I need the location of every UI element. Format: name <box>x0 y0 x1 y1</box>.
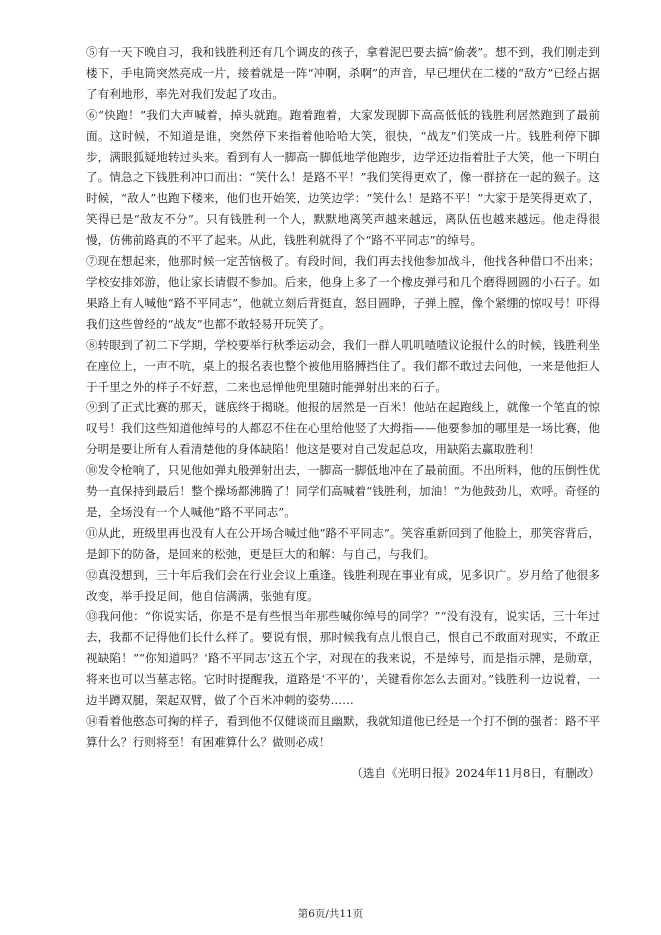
paragraph-9: ⑨到了正式比赛的那天，谜底终于揭晓。他报的居然是一百米！他站在起跑线上，就像一个笔直的惊叹号！我们这些知道他绰号的人都忍不住在心里给他竖了大拇指——他要参加的哪里是一场比赛，他分明是要让所有人看清楚他的身体缺陷！他这是要对自己发起总攻，用缺陷去赢取胜利！ <box>86 400 600 457</box>
paragraph-8: ⑧转眼到了初二下学期，学校要举行秋季运动会，我们一群人叽叽喳喳议论报什么的时候，钱胜利坐在座位上，一声不吭，桌上的报名表也整个被他用胳膊挡住了。我们都不敢过去问他，一来是他拒人于千里之外的样子不好惹，二来也忌惮他兜里随时能弹射出来的石子。 <box>86 337 600 394</box>
paragraph-12: ⑫真没想到，三十年后我们会在行业会议上重逢。钱胜利现在事业有成，见多识广。岁月给了他很多改变，举手投足间，他自信满满，张弛有度。 <box>86 567 600 603</box>
paragraph-6: ⑥“快跑！”我们大声喊着，掉头就跑。跑着跑着，大家发现脚下高高低低的钱胜利居然跑到了最前面。这时候，不知道是谁，突然停下来指着他哈哈大笑，很快，“战友”们笑成一片。钱胜利停下脚步，满眼狐疑地转过头来。看到有人一脚高一脚低地学他跑步，边学还边指着肚子大笑，他一下明白了。情急之下钱胜利冲口而出：“笑什么！是路不平！”我们笑得更欢了，像一群挤在一起的猴子。这时候，“敌人”也跑下楼来，他们也开始笑，边笑边学：“笑什么！是路不平！”大家于是笑得更欢了，笑得已是“敌友不分”。只有钱胜利一个人，默默地离笑声越来越远，离队伍也越来越远。他走得很慢，仿佛前路真的不平了起来。从此，钱胜利就得了个“路不平同志”的绰号。 <box>86 107 600 248</box>
paragraph-7: ⑦现在想起来，他那时候一定苦恼极了。有段时间，我们再去找他参加战斗，他找各种借口不出来；学校安排郊游，他让家长请假不参加。后来，他身上多了一个橡皮弹弓和几个磨得圆圆的小石子。如果路上有人喊他“路不平同志”，他就立刻后背挺直，怒目圆睁，子弹上膛，像个紧绷的惊叹号！吓得我们这些曾经的“战友”也都不敢轻易开玩笑了。 <box>86 254 600 331</box>
paragraph-13: ⑬我问他：“你说实话，你是不是有些恨当年那些喊你绰号的同学？”“没有没有，说实话，三十年过去，我都不记得他们长什么样了。要说有恨，那时候我有点儿恨自己，恨自己不敢面对现实，不敢正视缺陷！”“你知道吗？‘路不平同志’这五个字，对现在的我来说，不是绰号，而是指示牌，是勋章，将来也可以当墓志铭。它时时提醒我，道路是‘不平的’，关键看你怎么去面对。”钱胜利一边说着，一边半蹲双腿，架起双臂，做了个百米冲刺的姿势…… <box>86 609 600 708</box>
article-source: （选自《光明日报》2024年11月8日，有删改） <box>351 765 600 780</box>
paragraph-11: ⑪从此，班级里再也没有人在公开场合喊过他“路不平同志”。笑容重新回到了他脸上，那笑容背后，是卸下的防备，是回来的松弛，更是巨大的和解：与自己，与我们。 <box>86 525 600 561</box>
article-body <box>86 42 600 784</box>
paragraph-5: ⑤有一天下晚自习，我和钱胜利还有几个调皮的孩子，拿着泥巴要去搞“偷袭”。想不到，我们刚走到楼下，手电筒突然亮成一片，接着就是一阵“冲啊，杀啊”的声音，早已埋伏在二楼的“敌方”已经占据了有利地形，率先对我们发起了攻击。 <box>86 45 600 101</box>
page-number: 第6页/共11页 <box>297 908 364 920</box>
paragraph-14: ⑭看着他憨态可掬的样子，看到他不仅健谈而且幽默，我就知道他已经是一个打不倒的强者：路不平算什么？行则将至！有困难算什么？做则必成！ <box>86 714 600 749</box>
paragraph-10: ⑩发令枪响了，只见他如弹丸般弹射出去，一脚高一脚低地冲在了最前面。不出所料，他的压倒性优势一直保持到最后！整个操场都沸腾了！同学们高喊着“钱胜利，加油！”为他鼓劲儿，欢呼。奇怪的是，全场没有一个人喊他“路不平同志”。 <box>86 463 600 519</box>
